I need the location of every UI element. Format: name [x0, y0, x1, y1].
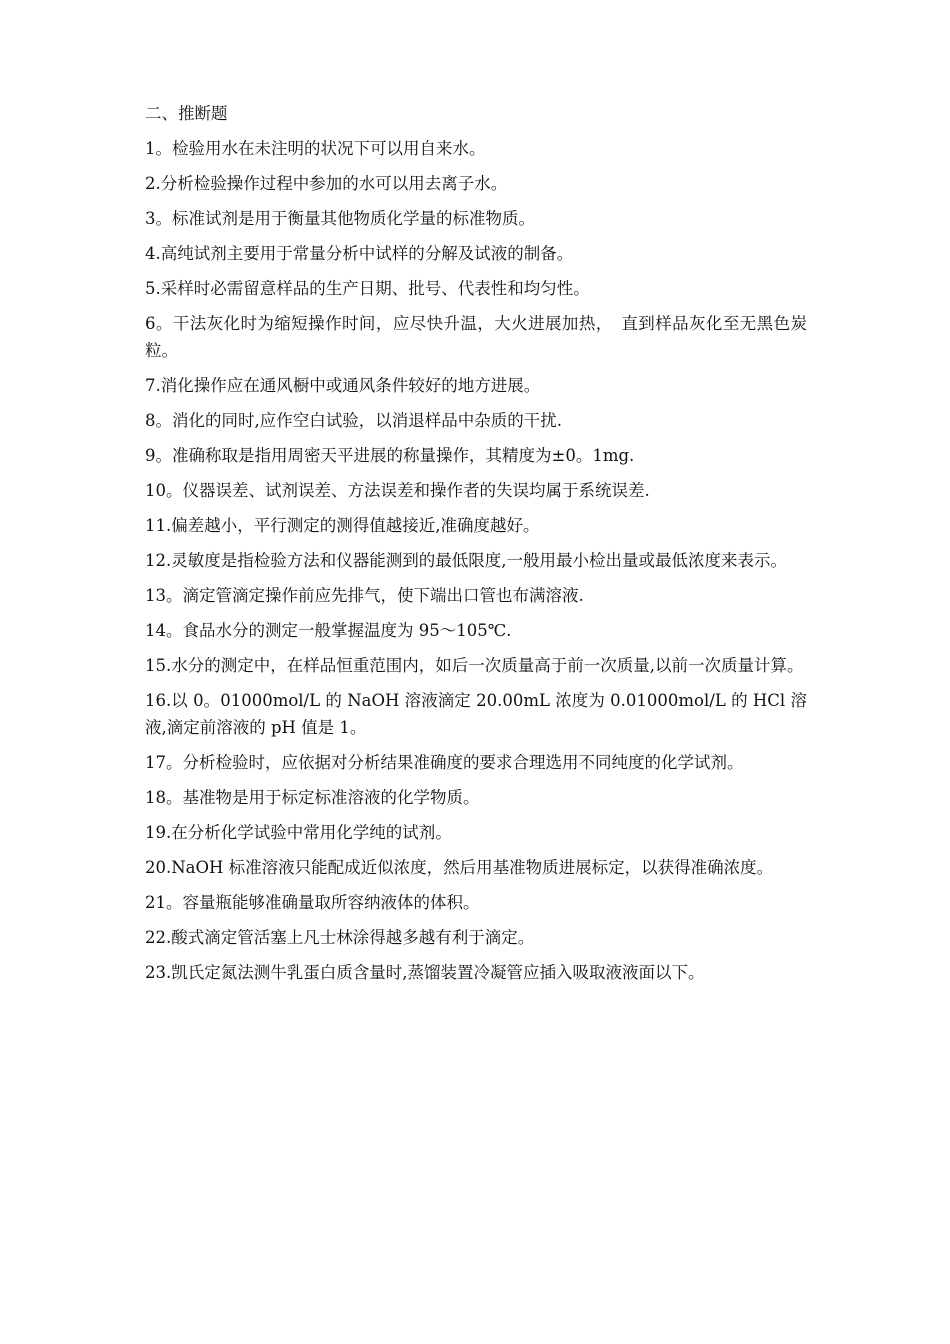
question-6: 6。干法灰化时为缩短操作时间，应尽快升温，大火进展加热， 直到样品灰化至无黑色炭粒。 [145, 314, 807, 360]
question-19: 19.在分析化学试验中常用化学纯的试剂。 [145, 823, 452, 842]
question-2: 2.分析检验操作过程中参加的水可以用去离子水。 [145, 174, 508, 193]
question-23: 23.凯氏定氮法测牛乳蛋白质含量时,蒸馏装置冷凝管应插入吸取液液面以下。 [145, 963, 705, 982]
question-10: 10。仪器误差、试剂误差、方法误差和操作者的失误均属于系统误差. [145, 481, 650, 500]
question-13: 13。滴定管滴定操作前应先排气，使下端出口管也布满溶液. [145, 586, 584, 605]
question-11: 11.偏差越小，平行测定的测得值越接近,准确度越好。 [145, 516, 540, 535]
question-7: 7.消化操作应在通风橱中或通风条件较好的地方进展。 [145, 376, 541, 395]
question-9: 9。准确称取是指用周密天平进展的称量操作，其精度为±0。1mg. [145, 446, 635, 465]
question-4: 4.高纯试剂主要用于常量分析中试样的分解及试液的制备。 [145, 244, 574, 263]
question-17: 17。分析检验时，应依据对分析结果准确度的要求合理选用不同纯度的化学试剂。 [145, 753, 744, 772]
question-15: 15.水分的测定中，在样品恒重范围内，如后一次质量高于前一次质量,以前一次质量计算。 [145, 656, 804, 675]
question-1: 1。检验用水在未注明的状况下可以用自来水。 [145, 139, 486, 158]
question-12: 12.灵敏度是指检验方法和仪器能测到的最低限度,一般用最小检出量或最低浓度来表示。 [145, 551, 787, 570]
question-14: 14。食品水分的测定一般掌握温度为 95～105℃. [145, 621, 512, 640]
question-22: 22.酸式滴定管活塞上凡士林涂得越多越有利于滴定。 [145, 928, 535, 947]
question-21: 21。容量瓶能够准确量取所容纳液体的体积。 [145, 893, 480, 912]
question-16: 16.以 0。01000mol/L 的 NaOH 溶液滴定 20.00mL 浓度为 0.01000mol/L 的 HCl 溶液,滴定前溶液的 pH 值是 1。 [145, 691, 807, 737]
question-20: 20.NaOH 标准溶液只能配成近似浓度，然后用基准物质进展标定，以获得准确浓度。 [145, 858, 774, 877]
section-title: 二、推断题 [145, 104, 228, 123]
question-3: 3。标准试剂是用于衡量其他物质化学量的标准物质。 [145, 209, 535, 228]
document-body [145, 100, 807, 994]
question-8: 8。消化的同时,应作空白试验，以消退样品中杂质的干扰. [145, 411, 562, 430]
question-5: 5.采样时必需留意样品的生产日期、批号、代表性和均匀性。 [145, 279, 590, 298]
question-18: 18。基准物是用于标定标准溶液的化学物质。 [145, 788, 480, 807]
